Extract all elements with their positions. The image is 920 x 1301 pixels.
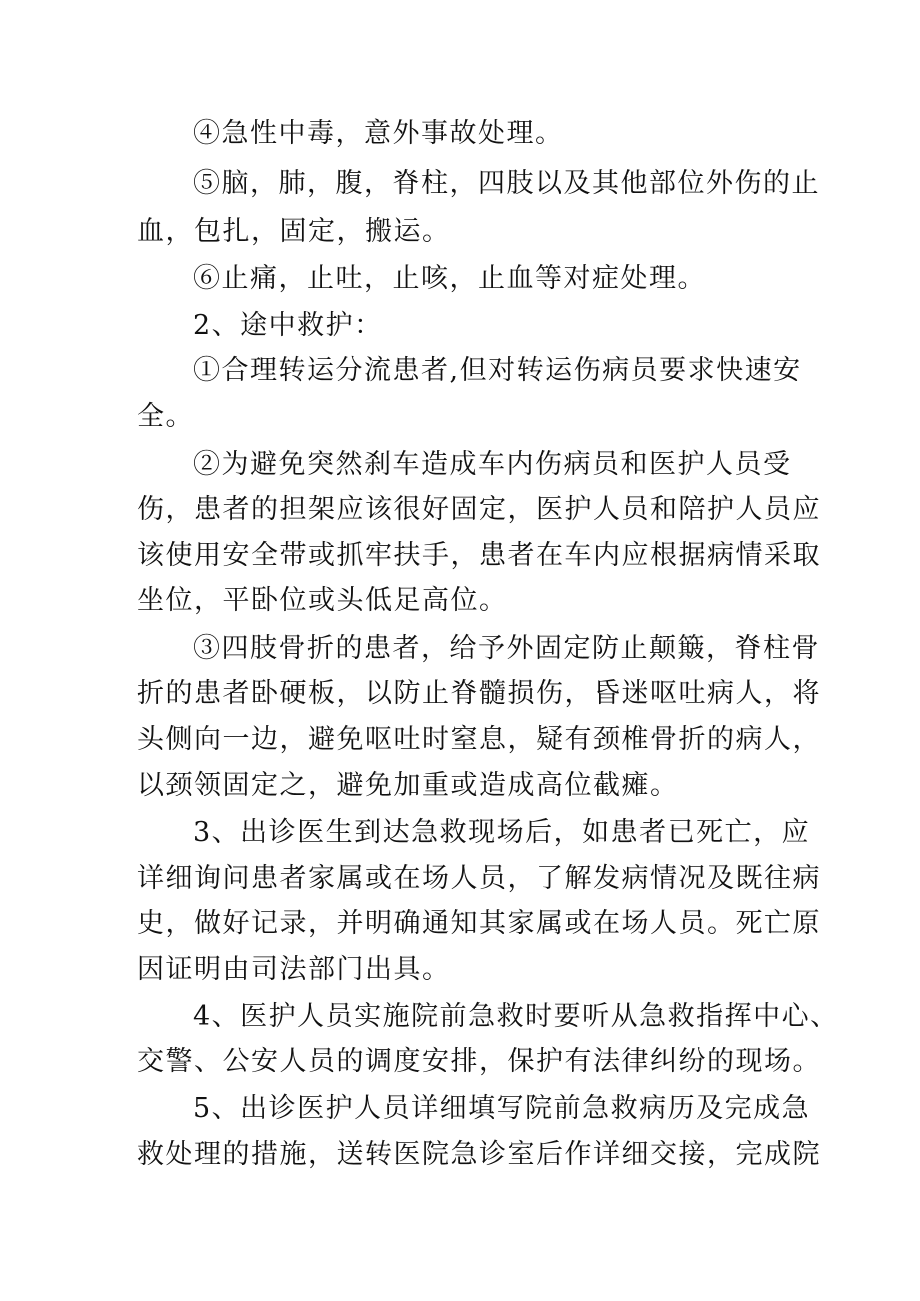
text-line: 头侧向一边，避免呕吐时窒息，疑有颈椎骨折的病人，	[137, 724, 821, 755]
text-line: ⑥止痛，止吐，止咳，止血等对症处理。	[193, 263, 706, 294]
text-line: ④急性中毒，意外事故处理。	[193, 118, 564, 149]
text-line: 史，做好记录，并明确通知其家属或在场人员。死亡原	[137, 908, 821, 939]
text-line: 折的患者卧硬板，以防止脊髓损伤，昏迷呕吐病人，将	[137, 678, 821, 709]
text-line: 2、途中救护：	[193, 310, 383, 341]
text-line: 4、医护人员实施院前急救时要听从急救指挥中心、	[193, 1001, 839, 1032]
text-line: 因证明由司法部门出具。	[137, 954, 451, 985]
text-line: 5、出诊医护人员详细填写院前急救病历及完成急	[193, 1093, 811, 1124]
text-line: 详细询问患者家属或在场人员，了解发病情况及既往病	[137, 863, 821, 894]
text-line: 坐位，平卧位或头低足高位。	[137, 585, 508, 616]
text-line: 救处理的措施，送转医院急诊室后作详细交接，完成院	[137, 1139, 821, 1170]
text-line: 该使用安全带或抓牢扶手，患者在车内应根据病情采取	[137, 540, 821, 571]
text-line: ②为避免突然刹车造成车内伤病员和医护人员受	[193, 449, 792, 480]
text-line: 血，包扎，固定，搬运。	[137, 216, 451, 247]
text-line: 伤，患者的担架应该很好固定，医护人员和陪护人员应	[137, 494, 821, 525]
text-line: ①合理转运分流患者,但对转运伤病员要求快速安	[193, 355, 802, 386]
text-line: 3、出诊医生到达急救现场后，如患者已死亡，应	[193, 817, 811, 848]
text-line: 交警、公安人员的调度安排，保护有法律纠纷的现场。	[137, 1046, 821, 1077]
text-line: ③四肢骨折的患者，给予外固定防止颠簸，脊柱骨	[193, 633, 820, 664]
text-line: ⑤脑，肺，腹，脊柱，四肢以及其他部位外伤的止	[193, 168, 820, 199]
text-line: 以颈领固定之，避免加重或造成高位截瘫。	[137, 770, 679, 801]
text-line: 全。	[137, 401, 194, 432]
